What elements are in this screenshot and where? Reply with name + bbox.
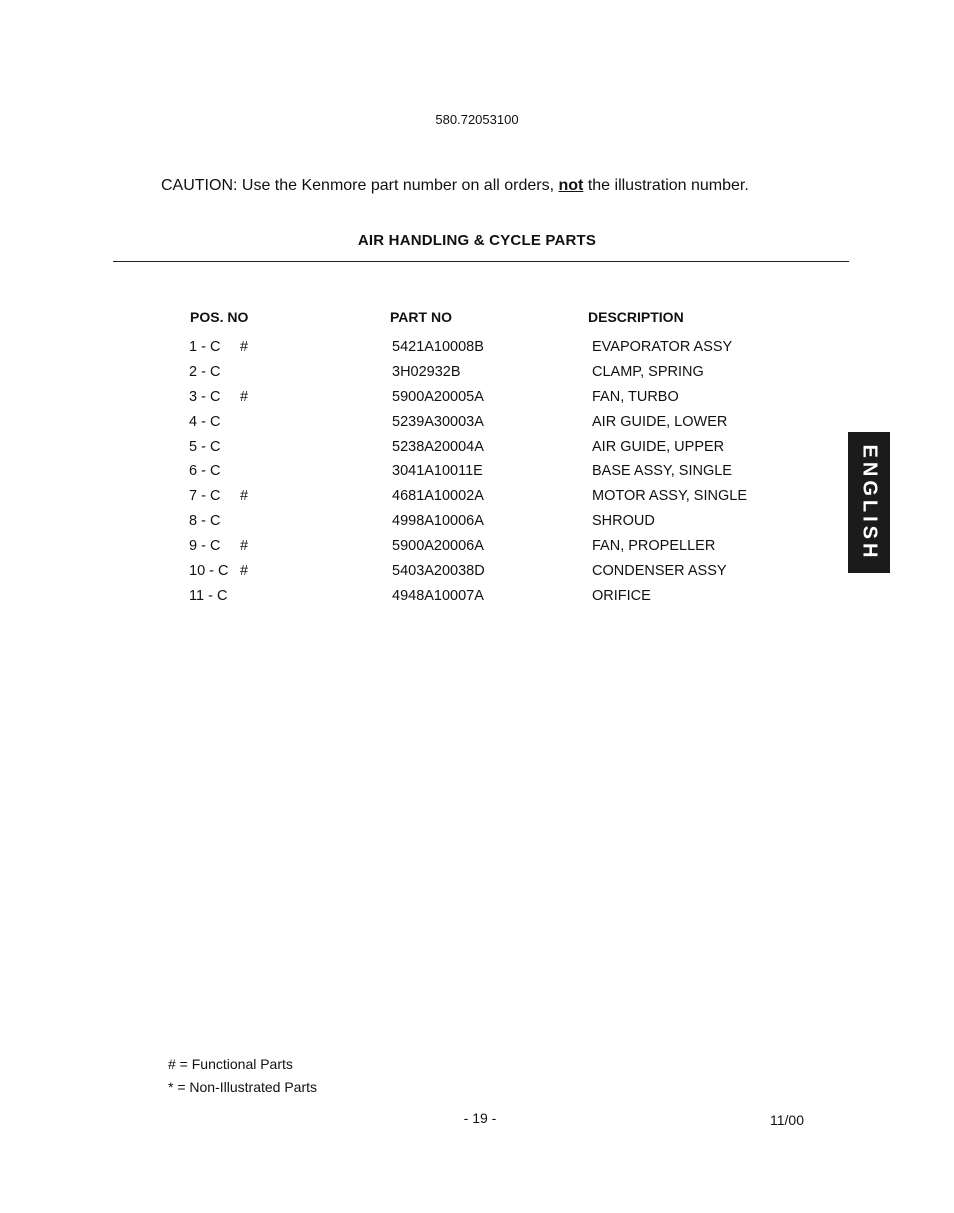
section-title: AIR HANDLING & CYCLE PARTS xyxy=(357,232,597,249)
functional-flag: # xyxy=(240,339,249,355)
pos-no: 11 - C xyxy=(189,587,228,604)
table-row xyxy=(0,414,954,439)
description: BASE ASSY, SINGLE xyxy=(592,463,732,480)
column-header-part-no: PART NO xyxy=(390,309,452,325)
table-row xyxy=(0,389,954,414)
column-header-pos-no: POS. NO xyxy=(190,309,249,325)
pos-no: 1 - C xyxy=(189,339,221,355)
table-row xyxy=(0,538,954,563)
description: AIR GUIDE, LOWER xyxy=(592,413,728,430)
part-no: 5421A10008B xyxy=(392,339,484,355)
description: EVAPORATOR ASSY xyxy=(592,339,733,355)
language-tab xyxy=(848,432,890,573)
part-no: 3041A10011E xyxy=(392,463,483,480)
part-no: 3H02932B xyxy=(392,363,461,380)
part-no: 5403A20038D xyxy=(392,563,485,580)
model-number: 580.72053100 xyxy=(435,112,519,127)
pos-no: 10 - C xyxy=(189,563,229,580)
table-row xyxy=(0,364,954,389)
description: CLAMP, SPRING xyxy=(592,363,704,380)
table-row xyxy=(0,588,954,613)
description: FAN, TURBO xyxy=(592,388,679,405)
functional-flag: # xyxy=(240,388,249,405)
table-row xyxy=(0,463,954,488)
pos-no: 3 - C xyxy=(189,388,221,405)
description: SHROUD xyxy=(592,513,655,530)
description: CONDENSER ASSY xyxy=(592,563,727,580)
description: ORIFICE xyxy=(592,587,651,604)
part-no: 4948A10007A xyxy=(392,587,484,604)
table-row xyxy=(0,563,954,588)
functional-flag: # xyxy=(240,563,249,580)
description: MOTOR ASSY, SINGLE xyxy=(592,488,747,505)
caution-suffix: the illustration number. xyxy=(583,177,749,194)
table-row xyxy=(0,488,954,513)
legend-non-illustrated: * = Non-Illustrated Parts xyxy=(168,1079,318,1095)
legend-functional: # = Functional Parts xyxy=(168,1056,293,1072)
parts-table xyxy=(0,339,954,613)
pos-no: 8 - C xyxy=(189,513,221,530)
pos-no: 9 - C xyxy=(189,538,221,555)
table-row xyxy=(0,513,954,538)
column-header-description: DESCRIPTION xyxy=(588,309,684,325)
pos-no: 6 - C xyxy=(189,463,221,480)
part-no: 5238A20004A xyxy=(392,438,484,455)
functional-flag: # xyxy=(240,488,249,505)
part-no: 5900A20006A xyxy=(392,538,484,555)
table-row xyxy=(0,339,954,364)
table-row xyxy=(0,439,954,464)
part-no: 5239A30003A xyxy=(392,413,484,430)
description: AIR GUIDE, UPPER xyxy=(592,438,725,455)
part-no: 4998A10006A xyxy=(392,513,484,530)
revision-date: 11/00 xyxy=(770,1112,804,1128)
pos-no: 2 - C xyxy=(189,363,221,380)
caution-note xyxy=(161,177,749,195)
language-tab-label: ENGLISH xyxy=(858,444,881,561)
section-divider xyxy=(113,261,849,262)
description: FAN, PROPELLER xyxy=(592,538,716,555)
page-number: - 19 - xyxy=(463,1110,497,1126)
functional-flag: # xyxy=(240,538,249,555)
part-no: 4681A10002A xyxy=(392,488,484,505)
caution-emphasis: not xyxy=(558,177,584,194)
pos-no: 7 - C xyxy=(189,488,221,505)
pos-no: 5 - C xyxy=(189,438,221,455)
part-no: 5900A20005A xyxy=(392,388,484,405)
pos-no: 4 - C xyxy=(189,413,221,430)
caution-prefix: CAUTION: Use the Kenmore part number on all orders, xyxy=(161,177,559,194)
